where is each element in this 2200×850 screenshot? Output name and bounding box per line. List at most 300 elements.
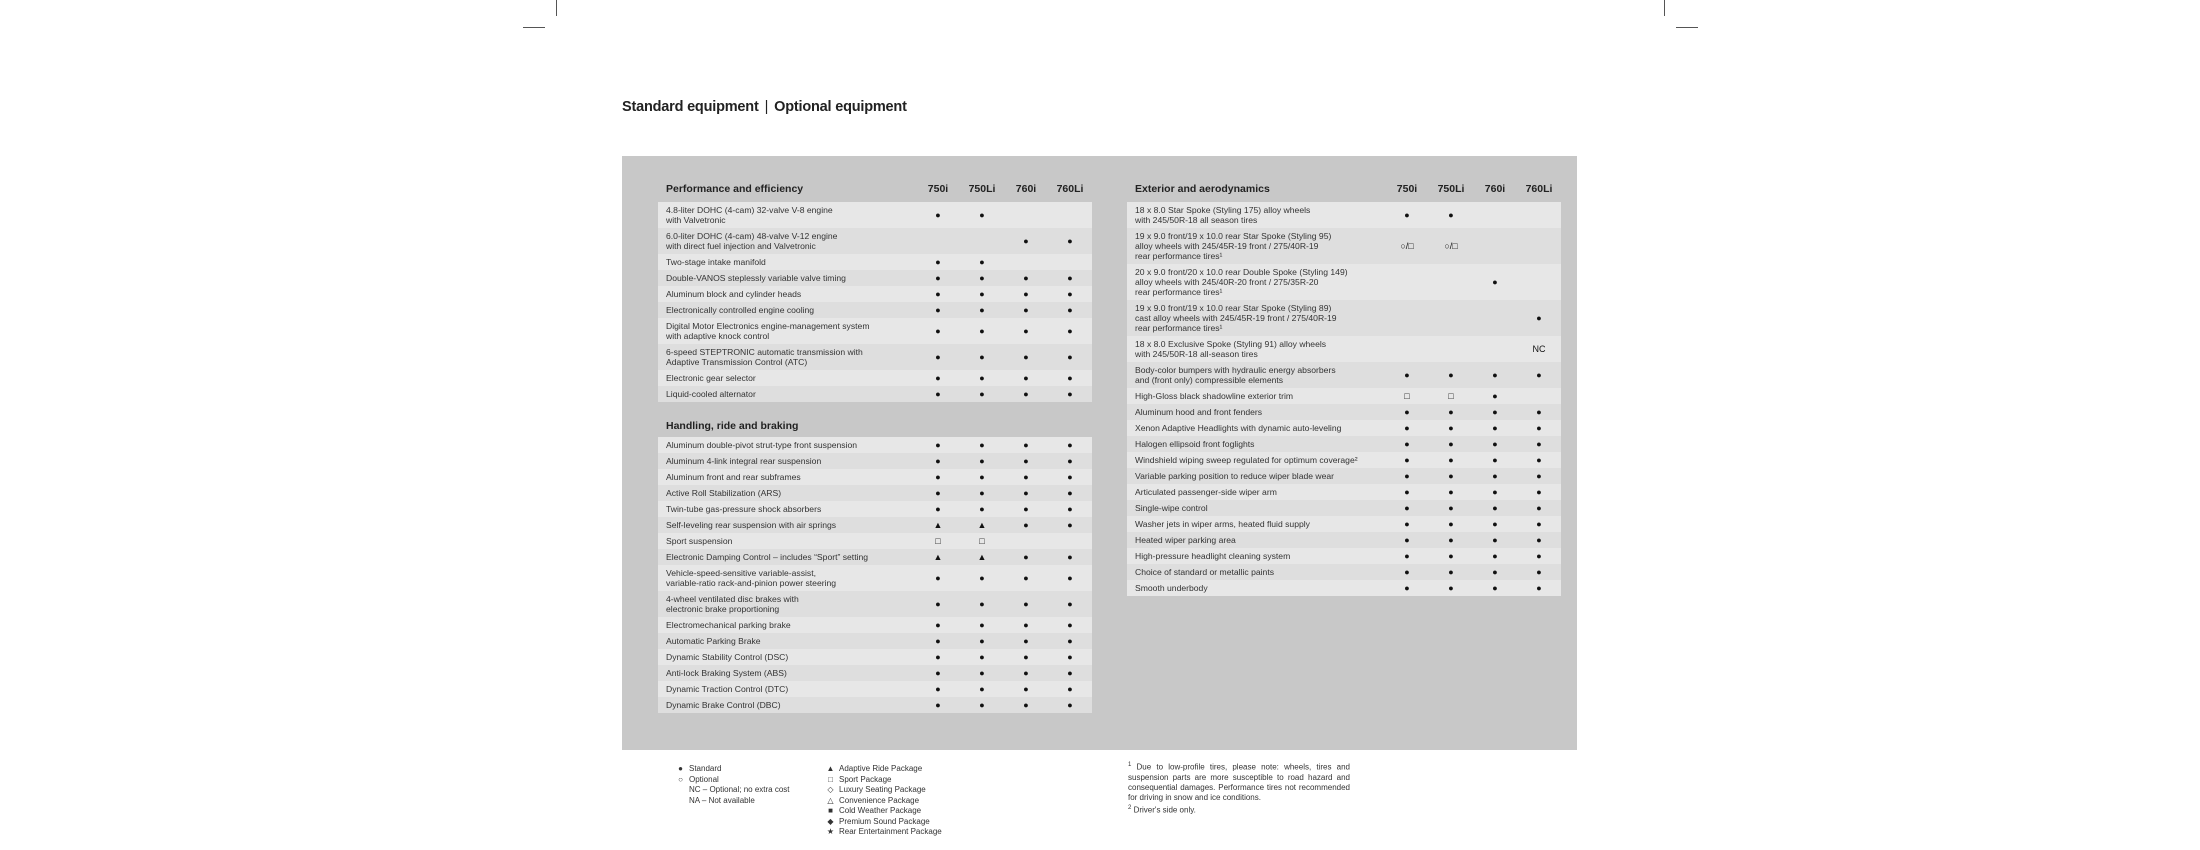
availability-mark: ● xyxy=(935,257,941,267)
availability-mark: ● xyxy=(1067,520,1073,530)
availability-mark: ● xyxy=(1404,519,1410,529)
row-label: 6.0-liter DOHC (4-cam) 48-valve V-12 engine with direct fuel injection and Valvetronic xyxy=(666,231,838,251)
row-label: Aluminum double-pivot strut-type front suspension xyxy=(666,440,858,450)
availability-mark: ● xyxy=(935,573,941,583)
availability-mark: ● xyxy=(935,620,941,630)
availability-mark: ● xyxy=(1023,552,1029,562)
availability-mark: ● xyxy=(1404,567,1410,577)
row-label: Smooth underbody xyxy=(1135,583,1208,593)
crop-mark-top-right-horizontal xyxy=(1676,27,1698,28)
availability-mark: ● xyxy=(1492,503,1498,513)
table-row xyxy=(658,318,1092,344)
availability-mark: ● xyxy=(1492,551,1498,561)
availability-mark: □ xyxy=(1404,391,1410,401)
crop-mark-top-left-vertical xyxy=(556,0,557,16)
availability-mark: ● xyxy=(1448,583,1454,593)
availability-mark: ● xyxy=(1023,520,1029,530)
availability-mark: □ xyxy=(935,536,941,546)
section-header xyxy=(1127,176,1561,202)
table-row xyxy=(658,386,1092,402)
section-header xyxy=(658,176,1092,202)
legend-text: Cold Weather Package xyxy=(839,806,922,815)
row-label: Aluminum 4-link integral rear suspension xyxy=(666,456,822,466)
legend-text: Sport Package xyxy=(839,774,892,784)
crop-mark-top-left-horizontal xyxy=(523,27,545,28)
row-label: Double-VANOS steplessly variable valve timing xyxy=(666,273,846,283)
availability-mark: ● xyxy=(1536,503,1542,513)
row-label: Choice of standard or metallic paints xyxy=(1135,567,1275,577)
availability-mark xyxy=(1048,254,1092,270)
table-row xyxy=(658,254,1092,270)
row-label: Washer jets in wiper arms, heated fluid supply xyxy=(1135,519,1310,529)
availability-mark: ● xyxy=(1448,370,1454,380)
row-label: High-Gloss black shadowline exterior trim xyxy=(1135,391,1294,401)
availability-mark: ● xyxy=(979,305,985,315)
availability-mark: ● xyxy=(935,472,941,482)
availability-mark: ● xyxy=(979,472,985,482)
availability-mark: ● xyxy=(935,504,941,514)
availability-mark: ● xyxy=(1448,567,1454,577)
availability-mark: ● xyxy=(1023,326,1029,336)
row-label: 4.8-liter DOHC (4-cam) 32-valve V-8 engine with Valvetronic xyxy=(666,205,833,225)
table-row xyxy=(1127,336,1561,362)
right-equipment-table xyxy=(1127,176,1561,596)
table-row xyxy=(658,344,1092,370)
legend-symbol: ◆ xyxy=(827,816,834,826)
availability-mark: ● xyxy=(1404,439,1410,449)
row-label: Heated wiper parking area xyxy=(1135,535,1236,545)
availability-mark: ● xyxy=(1023,504,1029,514)
table-row xyxy=(658,649,1092,665)
availability-mark: ● xyxy=(935,373,941,383)
table-row xyxy=(1127,388,1561,404)
availability-mark: ▲ xyxy=(977,520,987,530)
section-title: Exterior and aerodynamics xyxy=(1135,183,1270,195)
availability-mark: ● xyxy=(1067,389,1073,399)
availability-mark: ● xyxy=(1023,668,1029,678)
row-label: Two-stage intake manifold xyxy=(666,257,766,267)
availability-mark: ● xyxy=(935,488,941,498)
availability-mark xyxy=(1429,336,1473,362)
availability-mark: □ xyxy=(1448,391,1454,401)
availability-mark: ● xyxy=(1023,236,1029,246)
availability-mark: ● xyxy=(1067,552,1073,562)
availability-mark: ● xyxy=(1536,407,1542,417)
availability-mark: ● xyxy=(1404,503,1410,513)
availability-mark: ● xyxy=(1492,471,1498,481)
availability-mark: ● xyxy=(1067,273,1073,283)
availability-mark: ● xyxy=(979,700,985,710)
table-row xyxy=(658,270,1092,286)
availability-mark: ● xyxy=(979,456,985,466)
availability-mark: ● xyxy=(935,305,941,315)
availability-mark: ● xyxy=(1536,567,1542,577)
legend-symbol: ◇ xyxy=(827,785,834,794)
availability-mark: ● xyxy=(979,684,985,694)
page-title xyxy=(622,99,907,115)
table-row xyxy=(658,286,1092,302)
row-label: Liquid-cooled alternator xyxy=(666,389,756,399)
legend-item xyxy=(825,775,942,786)
availability-mark: ● xyxy=(935,273,941,283)
legend-right xyxy=(825,764,942,838)
availability-mark: ● xyxy=(1023,700,1029,710)
availability-mark: ● xyxy=(1448,551,1454,561)
availability-mark xyxy=(1473,300,1517,336)
table-row xyxy=(1127,452,1561,468)
row-label: Dynamic Traction Control (DTC) xyxy=(666,684,789,694)
table-row xyxy=(1127,548,1561,564)
availability-mark: ● xyxy=(935,599,941,609)
row-label: Aluminum block and cylinder heads xyxy=(666,289,802,299)
availability-mark: ● xyxy=(935,668,941,678)
availability-mark: ● xyxy=(1023,352,1029,362)
availability-mark: ● xyxy=(1023,289,1029,299)
footnote-number: 2 xyxy=(1128,804,1132,811)
availability-mark: ● xyxy=(1448,503,1454,513)
availability-mark: ● xyxy=(1536,535,1542,545)
table-row xyxy=(1127,564,1561,580)
column-header: 760i xyxy=(1484,183,1506,195)
availability-mark xyxy=(1517,202,1561,228)
legend-symbol: □ xyxy=(828,774,833,784)
availability-mark: ● xyxy=(1536,551,1542,561)
legend-item xyxy=(825,764,942,775)
availability-mark: ● xyxy=(979,373,985,383)
availability-mark: ● xyxy=(1067,305,1073,315)
table-row xyxy=(658,485,1092,501)
availability-mark: ● xyxy=(1448,535,1454,545)
availability-mark: ● xyxy=(979,440,985,450)
availability-mark: ● xyxy=(1067,352,1073,362)
availability-mark: ● xyxy=(935,684,941,694)
row-label: Electronically controlled engine cooling xyxy=(666,305,815,315)
table-row xyxy=(658,228,1092,254)
availability-mark: ● xyxy=(935,389,941,399)
availability-mark: ● xyxy=(935,326,941,336)
availability-mark: ● xyxy=(935,652,941,662)
availability-mark: ● xyxy=(935,210,941,220)
legend-item xyxy=(825,827,942,838)
availability-mark: ● xyxy=(1023,456,1029,466)
table-row xyxy=(1127,436,1561,452)
availability-mark xyxy=(916,228,960,254)
table-row xyxy=(1127,468,1561,484)
title-standard: Standard equipment xyxy=(622,99,759,115)
availability-mark: ● xyxy=(1448,471,1454,481)
availability-mark: ● xyxy=(1067,599,1073,609)
table-row xyxy=(658,437,1092,453)
availability-mark: ● xyxy=(1067,488,1073,498)
footnotes xyxy=(1128,760,1350,815)
availability-mark: ● xyxy=(1492,567,1498,577)
legend-left xyxy=(675,764,790,806)
availability-mark: ● xyxy=(1023,599,1029,609)
availability-mark: ● xyxy=(1023,373,1029,383)
table-row xyxy=(1127,532,1561,548)
legend-item xyxy=(675,796,790,807)
availability-mark: ● xyxy=(1536,471,1542,481)
availability-mark: ● xyxy=(1404,423,1410,433)
availability-mark: ● xyxy=(979,389,985,399)
availability-mark: ● xyxy=(1023,684,1029,694)
row-label: 4-wheel ventilated disc brakes with electronic brake proportioning xyxy=(666,594,799,614)
row-label: 18 x 8.0 Star Spoke (Styling 175) alloy wheels with 245/50R-18 all season tires xyxy=(1135,205,1311,225)
availability-mark xyxy=(1004,202,1048,228)
availability-mark: ● xyxy=(979,326,985,336)
table-row xyxy=(1127,228,1561,264)
availability-mark: ● xyxy=(1067,289,1073,299)
table-row xyxy=(658,565,1092,591)
availability-mark: ● xyxy=(979,668,985,678)
availability-mark: □ xyxy=(979,536,985,546)
availability-mark: ● xyxy=(1023,573,1029,583)
legend-symbol: ● xyxy=(678,764,683,773)
availability-mark: ● xyxy=(1067,684,1073,694)
availability-mark xyxy=(1473,202,1517,228)
table-row xyxy=(1127,516,1561,532)
availability-mark: ● xyxy=(1448,439,1454,449)
availability-mark xyxy=(1385,336,1429,362)
availability-mark xyxy=(1429,300,1473,336)
availability-mark: ● xyxy=(1448,519,1454,529)
row-label: 19 x 9.0 front/19 x 10.0 rear Star Spoke (Styling 95) alloy wheels with 245/45R-19 front / 275/40R-19 rear performance tires¹ xyxy=(1135,231,1332,261)
title-optional: Optional equipment xyxy=(774,99,907,115)
availability-mark: ● xyxy=(979,289,985,299)
row-label: Articulated passenger-side wiper arm xyxy=(1135,487,1277,497)
table-row xyxy=(658,697,1092,713)
legend-text: Optional xyxy=(689,774,719,784)
row-label: 18 x 8.0 Exclusive Spoke (Styling 91) alloy wheels with 245/50R-18 all-season tires xyxy=(1135,339,1327,359)
row-label: 19 x 9.0 front/19 x 10.0 rear Star Spoke (Styling 89) cast alloy wheels with 245/45R-19 front / 275/40R-19 rear performance tires¹ xyxy=(1135,303,1337,333)
footnote-number: 1 xyxy=(1128,762,1132,768)
availability-mark: ● xyxy=(1023,305,1029,315)
availability-mark: ● xyxy=(935,352,941,362)
availability-mark: ● xyxy=(1404,535,1410,545)
legend-text: Adaptive Ride Package xyxy=(839,764,923,773)
availability-mark: ● xyxy=(1492,519,1498,529)
availability-mark: ● xyxy=(1404,487,1410,497)
availability-mark xyxy=(1429,264,1473,300)
availability-mark: ▲ xyxy=(933,520,943,530)
availability-mark: ● xyxy=(1492,439,1498,449)
legend-item xyxy=(675,764,790,775)
table-row xyxy=(658,453,1092,469)
availability-mark: ● xyxy=(1067,652,1073,662)
row-label: Variable parking position to reduce wiper blade wear xyxy=(1135,471,1335,481)
availability-mark: ● xyxy=(1067,440,1073,450)
footnote-text: Driver's side only. xyxy=(1133,805,1196,815)
availability-mark: ● xyxy=(1067,373,1073,383)
legend-text: Premium Sound Package xyxy=(839,816,930,826)
availability-mark: ● xyxy=(1023,652,1029,662)
equipment-panel xyxy=(622,156,1577,750)
availability-mark: ● xyxy=(1448,455,1454,465)
table-row xyxy=(1127,362,1561,388)
footnote xyxy=(1128,803,1350,816)
availability-mark: ● xyxy=(1023,440,1029,450)
availability-mark: ● xyxy=(1023,620,1029,630)
availability-mark: ▲ xyxy=(933,552,943,562)
availability-mark xyxy=(1385,300,1429,336)
availability-mark: ● xyxy=(935,700,941,710)
availability-mark: ● xyxy=(1492,370,1498,380)
legend-symbol: ★ xyxy=(826,827,835,836)
availability-mark: ● xyxy=(1492,407,1498,417)
legend-item xyxy=(825,785,942,796)
table-row xyxy=(1127,264,1561,300)
availability-mark xyxy=(1004,533,1048,549)
availability-mark: ● xyxy=(1067,456,1073,466)
availability-mark: ● xyxy=(1404,551,1410,561)
column-header: 750Li xyxy=(968,183,996,195)
table-row xyxy=(1127,202,1561,228)
footnote xyxy=(1128,760,1350,803)
column-header: 750i xyxy=(1396,183,1418,195)
availability-mark: ● xyxy=(1536,313,1542,323)
availability-mark: ● xyxy=(1023,389,1029,399)
availability-mark: ● xyxy=(1536,519,1542,529)
table-row xyxy=(658,591,1092,617)
table-row xyxy=(658,665,1092,681)
row-label: Electromechanical parking brake xyxy=(666,620,791,630)
availability-mark: ● xyxy=(1023,488,1029,498)
availability-mark: ● xyxy=(1492,391,1498,401)
row-label: Anti-lock Braking System (ABS) xyxy=(666,668,787,678)
column-header: 760Li xyxy=(1056,183,1084,195)
availability-mark: ● xyxy=(1404,471,1410,481)
availability-mark: ● xyxy=(1067,236,1073,246)
table-row xyxy=(658,370,1092,386)
table-row xyxy=(1127,404,1561,420)
availability-mark xyxy=(1048,202,1092,228)
availability-mark: ● xyxy=(1536,583,1542,593)
row-label: Active Roll Stabilization (ARS) xyxy=(666,488,782,498)
availability-mark: ● xyxy=(935,456,941,466)
legend-text: Standard xyxy=(689,764,722,773)
availability-mark: ● xyxy=(935,289,941,299)
row-label: Xenon Adaptive Headlights with dynamic auto-leveling xyxy=(1135,423,1342,433)
availability-mark: ● xyxy=(1067,573,1073,583)
table-row xyxy=(1127,484,1561,500)
availability-mark: ● xyxy=(1404,210,1410,220)
legend-item xyxy=(675,775,790,786)
availability-mark: ● xyxy=(1067,668,1073,678)
row-label: Body-color bumpers with hydraulic energy absorbers and (front only) compressible elements xyxy=(1135,365,1336,385)
table-row xyxy=(1127,500,1561,516)
availability-mark xyxy=(1473,336,1517,362)
table-row xyxy=(1127,300,1561,336)
section-title: Performance and efficiency xyxy=(666,183,804,195)
column-header: 760i xyxy=(1015,183,1037,195)
legend-text: Convenience Package xyxy=(839,795,920,805)
availability-mark: ○/□ xyxy=(1444,241,1458,251)
availability-mark: ● xyxy=(1067,636,1073,646)
availability-mark: ● xyxy=(1448,487,1454,497)
title-separator: | xyxy=(764,99,769,115)
row-label: Automatic Parking Brake xyxy=(666,636,761,646)
availability-mark: ● xyxy=(1067,326,1073,336)
legend-item xyxy=(825,806,942,817)
table-row xyxy=(658,501,1092,517)
table-row xyxy=(658,302,1092,318)
availability-mark: ● xyxy=(1404,583,1410,593)
availability-mark: ● xyxy=(1536,487,1542,497)
table-row xyxy=(658,469,1092,485)
legend-symbol: ■ xyxy=(828,806,833,815)
availability-mark: ● xyxy=(1067,504,1073,514)
row-label: Dynamic Brake Control (DBC) xyxy=(666,700,781,710)
column-header: 760Li xyxy=(1525,183,1553,195)
availability-mark: ● xyxy=(1023,472,1029,482)
table-row xyxy=(658,617,1092,633)
row-label: Dynamic Stability Control (DSC) xyxy=(666,652,789,662)
availability-mark: ● xyxy=(1067,620,1073,630)
availability-mark xyxy=(960,228,1004,254)
availability-mark: ● xyxy=(979,620,985,630)
availability-mark xyxy=(1473,228,1517,264)
table-row xyxy=(658,681,1092,697)
availability-mark: ● xyxy=(1492,277,1498,287)
legend-text: Luxury Seating Package xyxy=(839,785,926,794)
availability-mark xyxy=(1048,533,1092,549)
row-label: Twin-tube gas-pressure shock absorbers xyxy=(666,504,822,514)
table-row xyxy=(1127,420,1561,436)
row-label: Electronic Damping Control – includes “Sport” setting xyxy=(666,552,869,562)
availability-mark: ● xyxy=(979,573,985,583)
availability-mark: ● xyxy=(979,636,985,646)
availability-mark xyxy=(1385,264,1429,300)
row-label: Halogen ellipsoid front foglights xyxy=(1135,439,1255,449)
row-label: Aluminum hood and front fenders xyxy=(1135,407,1263,417)
availability-mark: ● xyxy=(1023,273,1029,283)
row-label: Self-leveling rear suspension with air springs xyxy=(666,520,837,530)
crop-mark-top-right-vertical xyxy=(1664,0,1665,16)
legend-text: NA – Not available xyxy=(689,795,755,805)
availability-mark xyxy=(1517,264,1561,300)
footnote-text: Due to low-profile tires, please note: wheels, tires and suspension parts are more susceptible to road hazard and consequential damages. Performance tires not recommended for driving in snow and ice conditions. xyxy=(1128,762,1351,802)
legend-item xyxy=(825,817,942,828)
row-label: 6-speed STEPTRONIC automatic transmission with Adaptive Transmission Control (ATC) xyxy=(666,347,863,367)
availability-mark: ● xyxy=(935,440,941,450)
row-label: High-pressure headlight cleaning system xyxy=(1135,551,1291,561)
availability-mark: ● xyxy=(1492,535,1498,545)
availability-mark: ● xyxy=(1404,370,1410,380)
table-row xyxy=(658,549,1092,565)
availability-mark: ● xyxy=(979,652,985,662)
availability-mark: ● xyxy=(1536,370,1542,380)
availability-mark: ● xyxy=(979,210,985,220)
availability-mark: ● xyxy=(1536,423,1542,433)
availability-mark: ● xyxy=(1023,636,1029,646)
availability-mark: ○/□ xyxy=(1400,241,1414,251)
row-label: Aluminum front and rear subframes xyxy=(666,472,801,482)
left-equipment-table xyxy=(658,176,1092,713)
availability-mark: ● xyxy=(979,599,985,609)
table-row xyxy=(658,533,1092,549)
row-label: Digital Motor Electronics engine-management system with adaptive knock control xyxy=(666,321,870,341)
availability-mark: ● xyxy=(979,504,985,514)
table-row xyxy=(1127,580,1561,596)
availability-mark: ● xyxy=(979,257,985,267)
availability-mark: ● xyxy=(979,352,985,362)
legend-symbol: ▲ xyxy=(826,764,835,773)
row-label: 20 x 9.0 front/20 x 10.0 rear Double Spoke (Styling 149) alloy wheels with 245/40R-20 front / 275/35R-20 rear performance tires¹ xyxy=(1135,267,1348,297)
row-label: Vehicle-speed-sensitive variable-assist, variable-ratio rack-and-pinion power steering xyxy=(666,568,837,588)
column-header: 750i xyxy=(927,183,949,195)
availability-mark: ● xyxy=(1404,407,1410,417)
availability-mark: ● xyxy=(1492,487,1498,497)
